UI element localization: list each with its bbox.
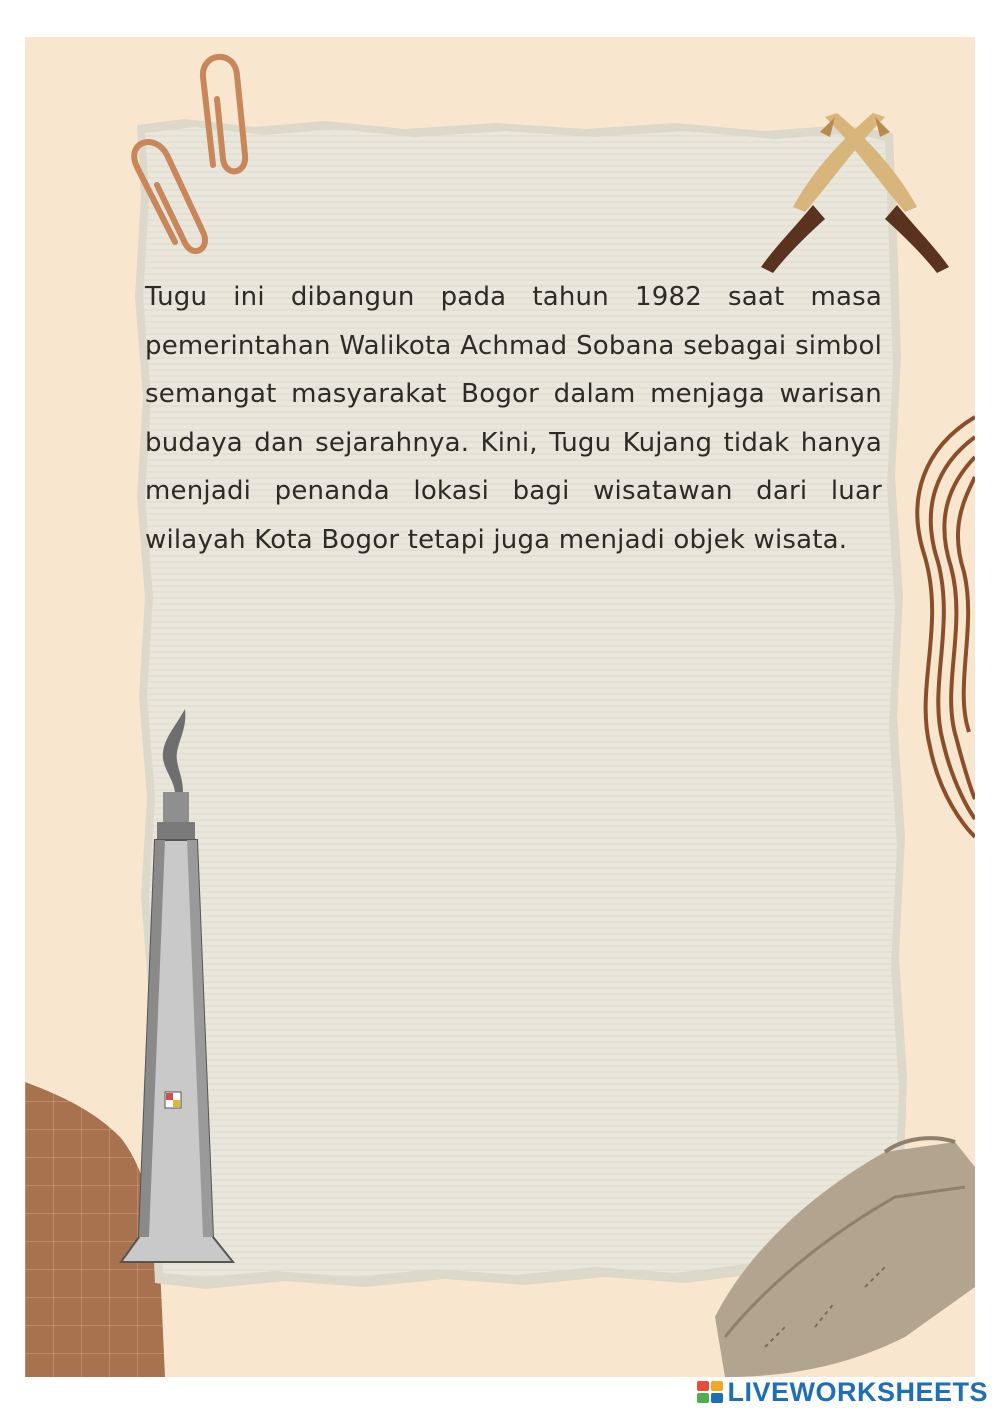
wavy-lines-decoration [917, 417, 975, 837]
watermark-text: LIVEWORKSHEETS [727, 1376, 988, 1407]
page-decorations [25, 37, 975, 1377]
liveworksheets-logo-icon [697, 1381, 723, 1403]
worksheet-page [25, 37, 975, 1377]
body-paragraph: Tugu ini dibangun pada tahun 1982 saat masa pemerintahan Walikota Achmad Sobana sebagai simbol semangat masyarakat Bogor dalam menjaga warisan budaya dan sejarahnya. Kini, Tugu Kujang tidak hanya menjadi penanda lokasi bagi wisatawan dari luar wilayah Kota Bogor tetapi juga menjadi objek wisata. [145, 282, 882, 555]
liveworksheets-watermark [697, 1377, 988, 1407]
